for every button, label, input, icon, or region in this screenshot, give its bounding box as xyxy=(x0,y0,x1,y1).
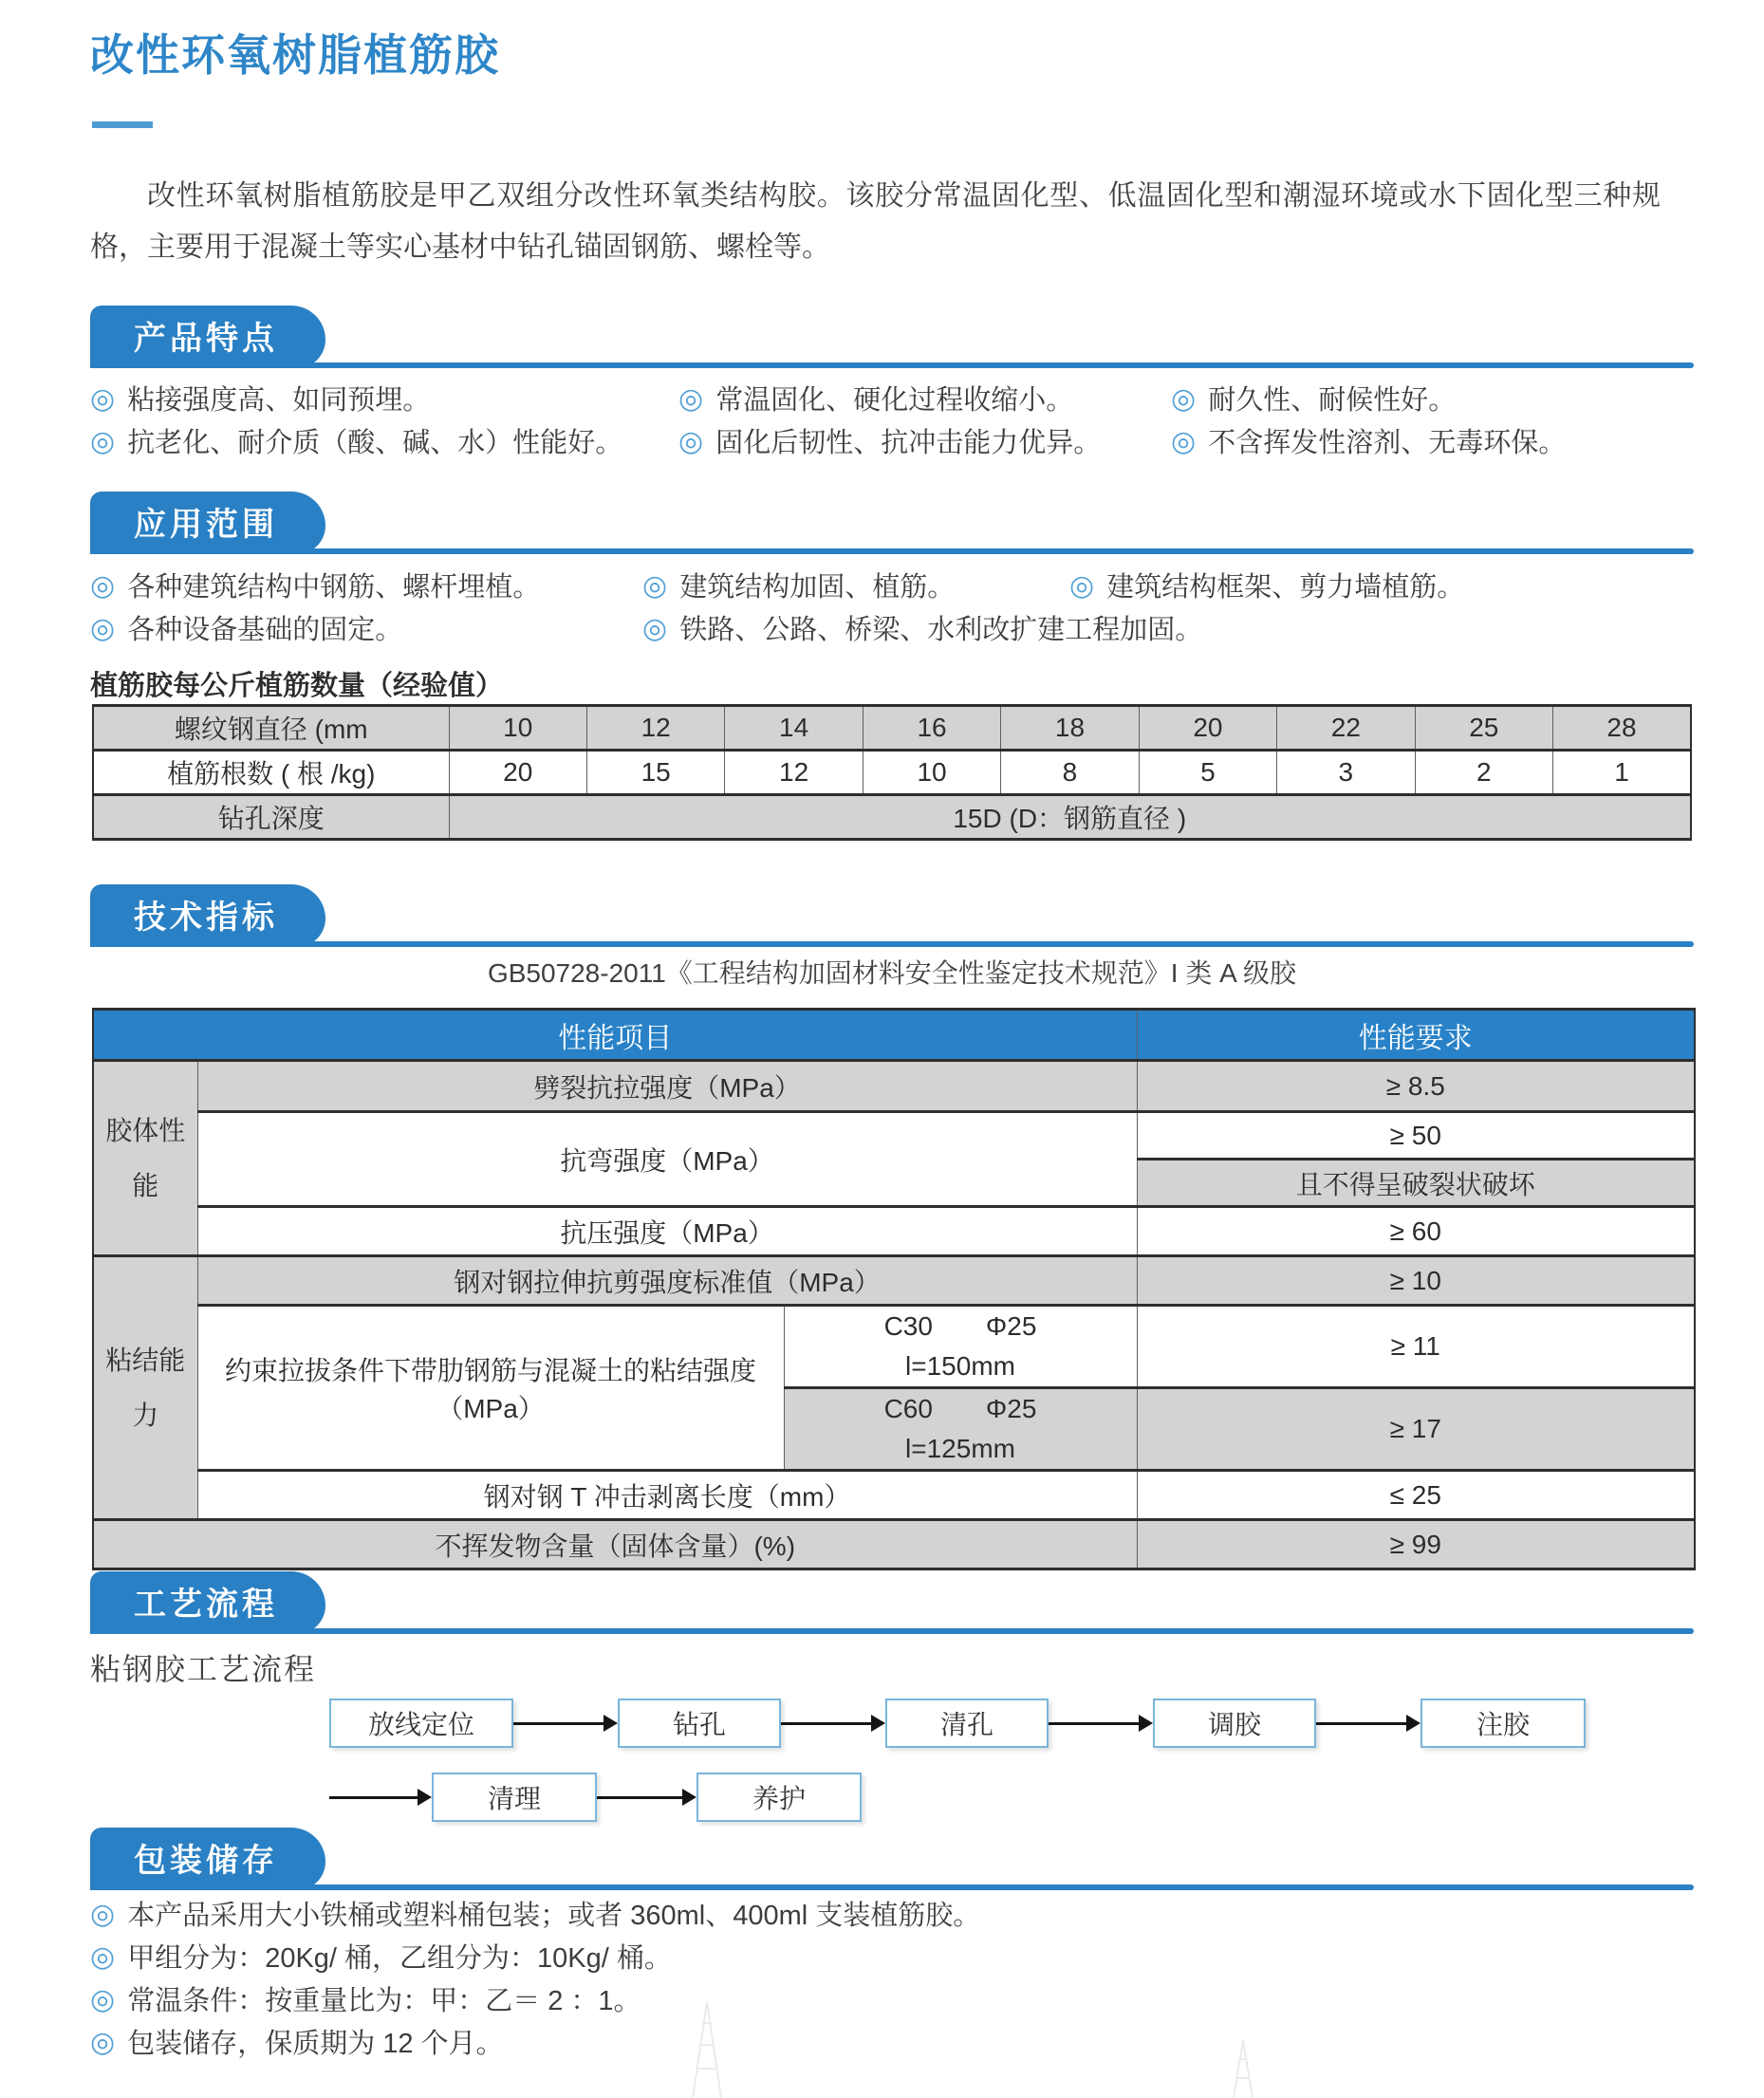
section-header-packaging xyxy=(90,1828,1694,1890)
row-label: 螺纹钢直径 (mm xyxy=(93,706,449,751)
feature-item xyxy=(90,421,622,460)
condition-line: C60 Φ25 xyxy=(883,1394,1037,1423)
cell: 14 xyxy=(725,706,863,751)
feature-item xyxy=(678,421,1101,460)
cell: 12 xyxy=(586,706,724,751)
rebar-table-caption: 植筋胶每公斤植筋数量（经验值） xyxy=(90,671,504,701)
condition-line: C30 Φ25 xyxy=(883,1311,1037,1341)
process-step: 钻孔 xyxy=(618,1699,781,1748)
table-row xyxy=(93,1256,1695,1306)
rebar-count-table xyxy=(92,704,1692,841)
section-badge-features: 产品特点 xyxy=(90,306,325,368)
section-header-process xyxy=(90,1571,1694,1634)
section-badge-process: 工艺流程 xyxy=(90,1571,325,1634)
property-label: 劈裂抗拉强度（MPa） xyxy=(197,1061,1137,1112)
section-header-applications xyxy=(90,492,1694,554)
bullet-icon: ◎ xyxy=(678,382,704,415)
property-label: 约束拉拔条件下带肋钢筋与混凝土的粘结强度（MPa） xyxy=(197,1306,784,1471)
property-label: 不挥发物含量（固体含量）(%) xyxy=(93,1520,1137,1569)
process-step: 调胶 xyxy=(1153,1699,1316,1748)
cell: 2 xyxy=(1415,751,1552,795)
section-underline xyxy=(90,362,1694,368)
process-flow-row-2 xyxy=(329,1773,862,1822)
bullet-icon: ◎ xyxy=(90,1940,116,1973)
process-flow-row-1 xyxy=(329,1699,1586,1748)
packaging-text: 甲组分为：20Kg/ 桶，乙组分为：10Kg/ 桶。 xyxy=(127,1943,672,1974)
requirement-value: ≥ 50 xyxy=(1137,1112,1695,1160)
property-label: 抗弯强度（MPa） xyxy=(197,1112,1137,1207)
section-badge-specs: 技术指标 xyxy=(90,884,325,947)
bullet-icon: ◎ xyxy=(90,1898,116,1930)
bullet-icon: ◎ xyxy=(678,425,704,457)
process-step: 放线定位 xyxy=(329,1699,513,1748)
cell: 20 xyxy=(1139,706,1276,751)
feature-text: 耐久性、耐候性好。 xyxy=(1208,385,1457,416)
requirement-value: ≥ 10 xyxy=(1137,1256,1695,1306)
bullet-icon: ◎ xyxy=(1171,382,1197,415)
group-label: 粘结能力 xyxy=(93,1256,197,1520)
feature-text: 常温固化、硬化过程收缩小。 xyxy=(715,385,1074,416)
requirement-value: ≥ 60 xyxy=(1137,1207,1695,1256)
feature-text: 固化后韧性、抗冲击能力优异。 xyxy=(715,428,1102,458)
cell: 15 xyxy=(586,751,724,795)
arrow-right-icon xyxy=(781,1715,885,1732)
process-step: 清理 xyxy=(432,1773,597,1822)
cell: 8 xyxy=(1001,751,1139,795)
bullet-icon: ◎ xyxy=(642,612,668,644)
spec-table xyxy=(92,1008,1696,1570)
table-row xyxy=(93,1471,1695,1520)
table-row xyxy=(93,1520,1695,1569)
table-row xyxy=(93,1061,1695,1112)
title-underline xyxy=(92,121,153,128)
feature-text: 不含挥发性溶剂、无毒环保。 xyxy=(1208,428,1567,458)
process-subtitle: 粘钢胶工艺流程 xyxy=(90,1652,317,1686)
requirement-value: ≥ 99 xyxy=(1137,1520,1695,1569)
table-row xyxy=(93,706,1691,751)
cell: 16 xyxy=(863,706,1000,751)
property-label: 钢对钢拉伸抗剪强度标准值（MPa） xyxy=(197,1256,1137,1306)
property-label: 钢对钢 T 冲击剥离长度（mm） xyxy=(197,1471,1137,1520)
arrow-right-icon xyxy=(329,1789,432,1806)
depth-value: 15D (D：钢筋直径 ) xyxy=(449,795,1691,840)
application-item xyxy=(90,608,402,647)
cell: 10 xyxy=(863,751,1000,795)
table-row xyxy=(93,1306,1695,1388)
table-row xyxy=(93,1010,1695,1061)
cell: 22 xyxy=(1277,706,1415,751)
section-header-features xyxy=(90,306,1694,368)
bullet-icon: ◎ xyxy=(90,612,116,644)
cell: 1 xyxy=(1553,751,1692,795)
section-underline xyxy=(90,941,1694,947)
section-underline xyxy=(90,1884,1694,1890)
arrow-right-icon xyxy=(513,1715,618,1732)
condition-cell xyxy=(784,1306,1137,1388)
group-label: 胶体性能 xyxy=(93,1061,197,1256)
condition-line: l=125mm xyxy=(905,1434,1015,1463)
section-badge-applications: 应用范围 xyxy=(90,492,325,554)
bullet-icon: ◎ xyxy=(90,1983,116,2015)
page-title: 改性环氧树脂植筋胶 xyxy=(90,30,500,80)
table-row xyxy=(93,751,1691,795)
bullet-icon: ◎ xyxy=(642,569,668,602)
application-text: 各种设备基础的固定。 xyxy=(127,615,403,645)
packaging-item xyxy=(90,2022,504,2061)
requirement-value: ≥ 11 xyxy=(1137,1306,1695,1388)
requirement-value: ≥ 17 xyxy=(1137,1388,1695,1471)
row-label: 植筋根数 ( 根 /kg) xyxy=(93,751,449,795)
col-header-req: 性能要求 xyxy=(1137,1010,1695,1061)
section-badge-packaging: 包装储存 xyxy=(90,1828,325,1890)
feature-item xyxy=(1171,421,1566,460)
bullet-icon: ◎ xyxy=(90,2026,116,2058)
watermark-sketch xyxy=(655,2002,1319,2098)
row-label: 钻孔深度 xyxy=(93,795,449,840)
process-step: 注胶 xyxy=(1420,1699,1586,1748)
standard-caption: GB50728-2011《工程结构加固材料安全性鉴定技术规范》I 类 A 级胶 xyxy=(487,958,1297,988)
cell: 28 xyxy=(1553,706,1692,751)
arrow-right-icon xyxy=(597,1789,696,1806)
application-item xyxy=(642,566,955,604)
bullet-icon: ◎ xyxy=(90,382,116,415)
cell: 12 xyxy=(725,751,863,795)
section-header-specs xyxy=(90,884,1694,947)
application-text: 建筑结构框架、剪力墙植筋。 xyxy=(1106,572,1465,603)
application-text: 铁路、公路、桥梁、水利改扩建工程加固。 xyxy=(679,615,1203,645)
application-item xyxy=(642,608,1202,647)
requirement-value: ≤ 25 xyxy=(1137,1471,1695,1520)
cell: 3 xyxy=(1277,751,1415,795)
bullet-icon: ◎ xyxy=(90,425,116,457)
condition-line: l=150mm xyxy=(905,1351,1015,1381)
col-header-item: 性能项目 xyxy=(93,1010,1137,1061)
bullet-icon: ◎ xyxy=(90,569,116,602)
feature-item xyxy=(678,379,1073,418)
application-text: 建筑结构加固、植筋。 xyxy=(679,572,956,603)
application-item xyxy=(1069,566,1464,604)
requirement-value: ≥ 8.5 xyxy=(1137,1061,1695,1112)
application-item xyxy=(90,566,540,604)
feature-item xyxy=(1171,379,1456,418)
section-underline xyxy=(90,548,1694,554)
packaging-item xyxy=(90,1979,641,2018)
section-underline xyxy=(90,1628,1694,1634)
feature-text: 抗老化、耐介质（酸、碱、水）性能好。 xyxy=(127,428,623,458)
packaging-text: 本产品采用大小铁桶或塑料桶包装；或者 360ml、400ml 支装植筋胶。 xyxy=(127,1901,981,1931)
bullet-icon: ◎ xyxy=(1069,569,1095,602)
cell: 20 xyxy=(449,751,586,795)
feature-item xyxy=(90,379,430,418)
packaging-text: 常温条件：按重量比为：甲：乙＝ 2 ：1。 xyxy=(127,1986,641,2016)
table-row xyxy=(93,795,1691,840)
condition-cell xyxy=(784,1388,1137,1471)
cell: 25 xyxy=(1415,706,1552,751)
packaging-text: 包装储存，保质期为 12 个月。 xyxy=(127,2029,504,2059)
cell: 18 xyxy=(1001,706,1139,751)
property-label: 抗压强度（MPa） xyxy=(197,1207,1137,1256)
arrow-right-icon xyxy=(1049,1715,1153,1732)
packaging-item xyxy=(90,1894,980,1933)
arrow-right-icon xyxy=(1316,1715,1420,1732)
requirement-value: 且不得呈破裂状破坏 xyxy=(1137,1160,1695,1207)
process-step: 养护 xyxy=(696,1773,862,1822)
application-text: 各种建筑结构中钢筋、螺杆埋植。 xyxy=(127,572,541,603)
packaging-item xyxy=(90,1937,672,1976)
feature-text: 粘接强度高、如同预埋。 xyxy=(127,385,431,416)
cell: 10 xyxy=(449,706,586,751)
cell: 5 xyxy=(1139,751,1276,795)
bullet-icon: ◎ xyxy=(1171,425,1197,457)
table-row xyxy=(93,1112,1695,1160)
intro-paragraph: 改性环氧树脂植筋胶是甲乙双组分改性环氧类结构胶。该胶分常温固化型、低温固化型和潮湿环境或水下固化型三种规格，主要用于混凝土等实心基材中钻孔锚固钢筋、螺栓等。 xyxy=(90,180,1661,263)
table-row xyxy=(93,1207,1695,1256)
process-step: 清孔 xyxy=(885,1699,1049,1748)
